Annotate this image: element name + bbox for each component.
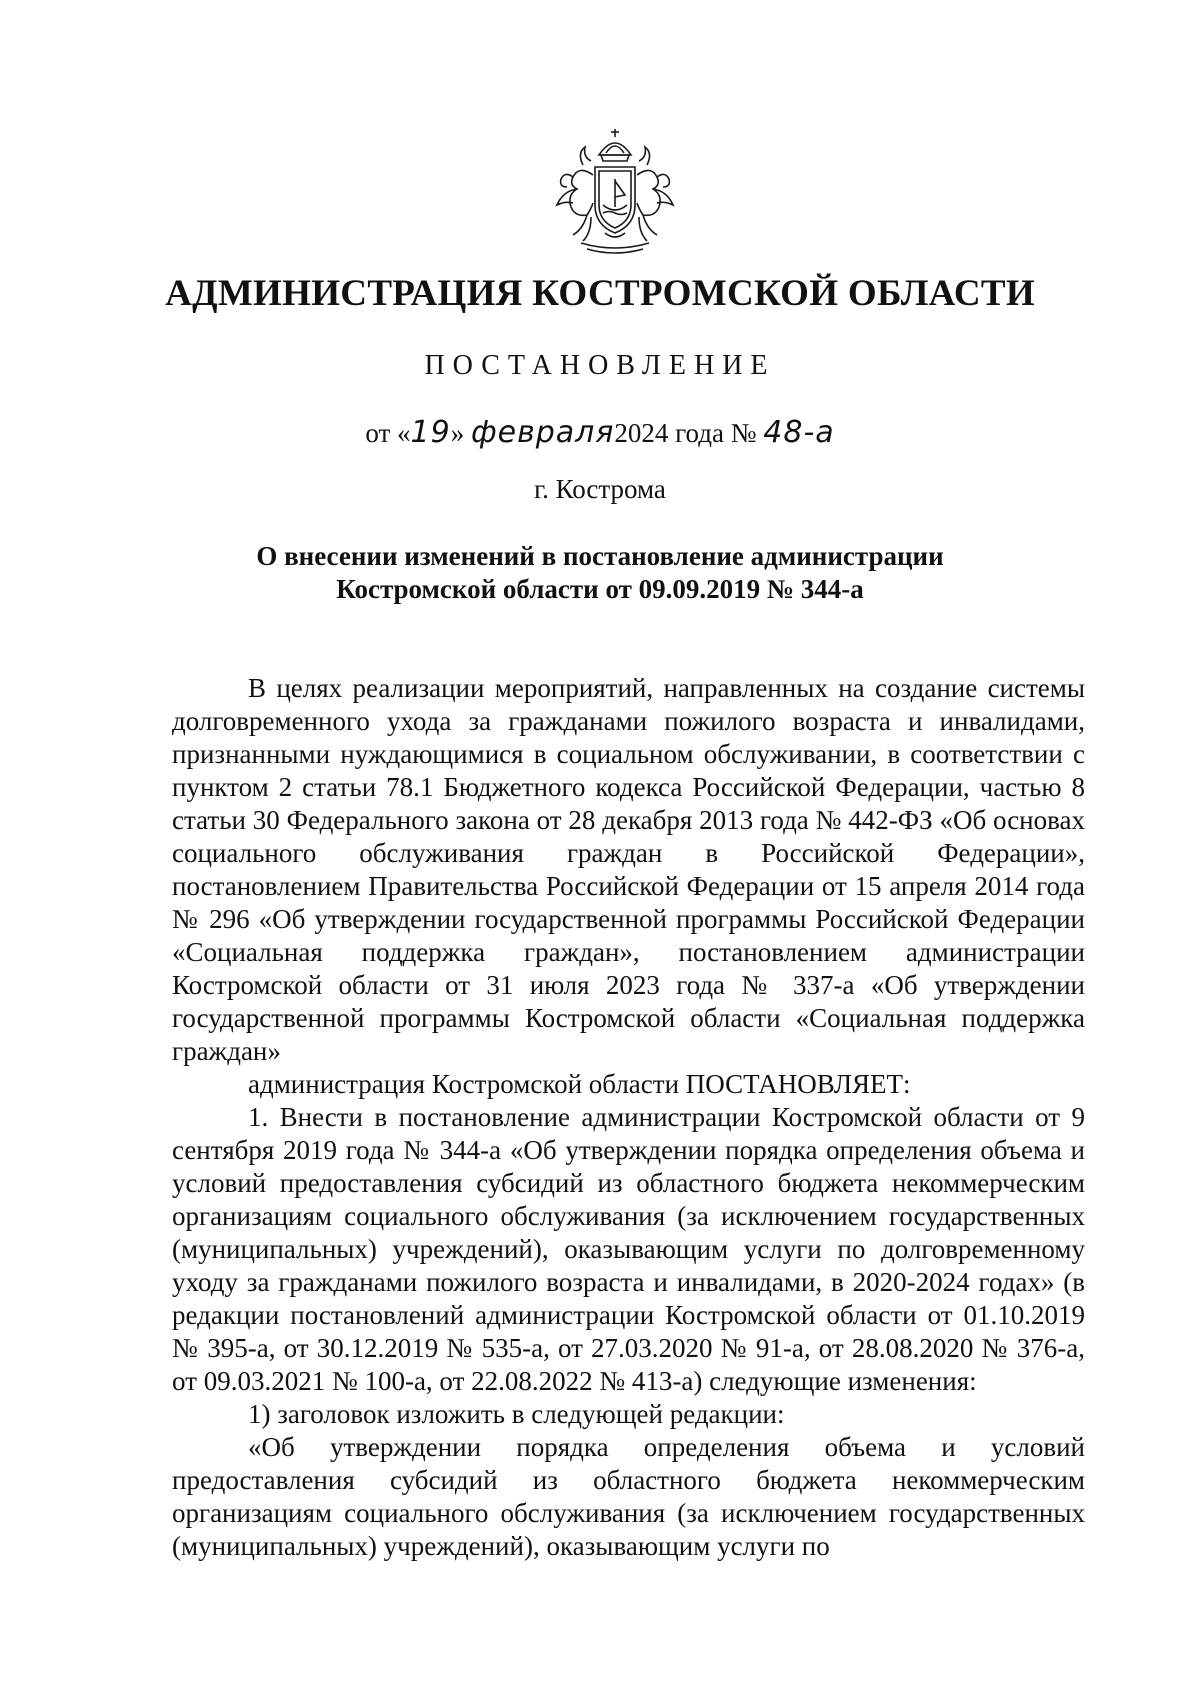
document-date-line	[150, 415, 1050, 450]
subject-line-1: О внесении изменений в постановление администрации	[256, 541, 944, 571]
body-paragraph-subitem-1: 1) заголовок изложить в следующей редакции:	[248, 1399, 785, 1429]
body-paragraph-item-1: 1. Внести в постановление администрации Костромской области от 9 сентября 2019 года № 344-а «Об утверждении порядка определения объема и условий предоставления субсидий из областного бюджета некоммерческим организациям социального обслуживания (за исключением государственных (муниципальных) учреждений), оказывающим услуги по долговременному уходу за гражданами пожилого возраста и инвалидами, в 2020-2024 годах» (в редакции постановлений администрации Костромской области от 01.10.2019 № 395-а, от 30.12.2019 № 535-а, от 27.03.2020 № 91-а, от 28.08.2020 № 376-а, от 09.03.2021 № 100-а, от 22.08.2022 № 413-а) следующие изменения:	[172, 1102, 1085, 1396]
organization-title: АДМИНИСТРАЦИЯ КОСТРОМСКОЙ ОБЛАСТИ	[165, 273, 1035, 314]
subject-line-2: Костромской области от 09.09.2019 № 344-а	[336, 574, 864, 604]
document-type: ПОСТАНОВЛЕНИЕ	[424, 350, 776, 381]
date-close-quote: »	[450, 418, 465, 448]
city-name: г. Кострома	[534, 474, 666, 504]
date-prefix: от «	[365, 418, 411, 448]
date-year: 2024 года №	[614, 418, 757, 448]
document-number-handwritten: 48-а	[763, 415, 835, 450]
document-subject	[150, 540, 1050, 606]
body-paragraph-quote: «Об утверждении порядка определения объема и условий предоставления субсидий из областного бюджета некоммерческим организациям социального обслуживания (за исключением государственных (муниципальных) учреждений), оказывающим услуги по	[172, 1432, 1085, 1561]
date-month-handwritten: февраля	[470, 415, 615, 450]
body-paragraph-preamble: В целях реализации мероприятий, направленных на создание системы долговременного ухода за гражданами пожилого возраста и инвалидами, признанными нуждающимися в социальном обслуживании, в соответствии с пунктом 2 статьи 78.1 Бюджетного кодекса Российской Федерации, частью 8 статьи 30 Федерального закона от 28 декабря 2013 года № 442-ФЗ «Об основах социального обслуживания граждан в Российской Федерации», постановлением Правительства Российской Федерации от 15 апреля 2014 года № 296 «Об утверждении государственной программы Российской Федерации «Социальная поддержка граждан», постановлением администрации Костромской области от 31 июля 2023 года № 337-а «Об утверждении государственной программы Костромской области «Социальная поддержка граждан»	[172, 673, 1085, 1066]
body-paragraph-resolves: администрация Костромской области ПОСТАНОВЛЯЕТ:	[248, 1069, 911, 1099]
document-body	[172, 672, 1085, 1563]
date-day-handwritten: 19	[410, 415, 451, 450]
coat-of-arms-icon	[543, 125, 687, 259]
